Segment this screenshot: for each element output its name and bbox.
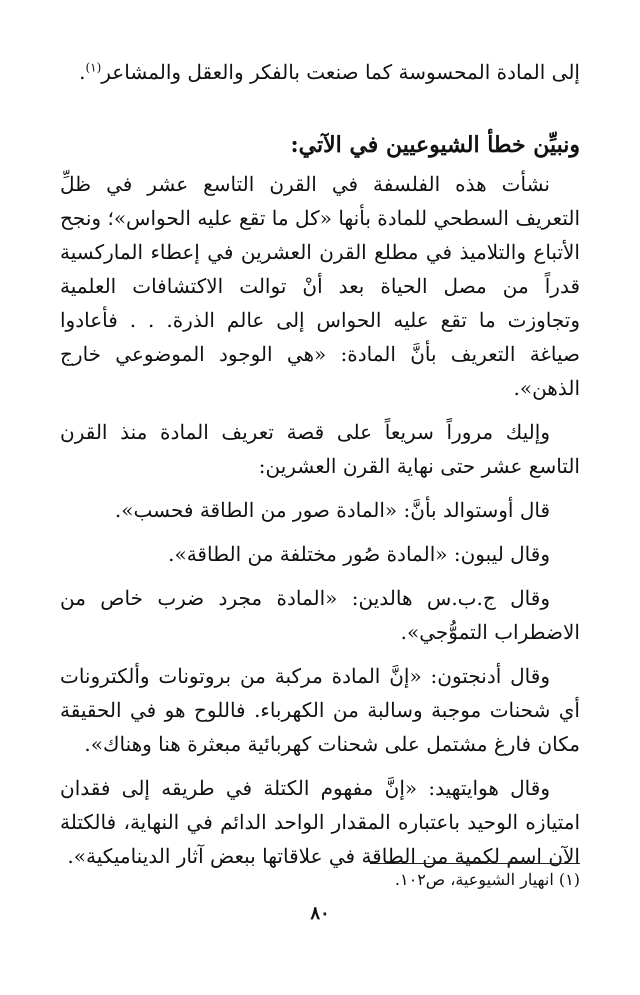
section-heading: ونبيِّن خطأ الشيوعيين في الآتي: <box>290 132 580 158</box>
opening-line-text: إلى المادة المحسوسة كما صنعت بالفكر والعقل والمشاعر <box>101 60 580 84</box>
paragraph-1: نشأت هذه الفلسفة في القرن التاسع عشر في ظلِّ التعريف السطحي للمادة بأنها «كل ما تقع عليه الحواس»؛ ونجح الأتباع والتلاميذ في مطلع القرن العشرين في إعطاء الماركسية قدراً من مصل الحياة بعد أنْ توالت الاكتشافات العلمية وتجاوزت ما تقع عليه الحواس إلى عالم الذرة. . . فأعادوا صياغة التعريف بأنَّ المادة: «هي الوجود الموضوعي خارج الذهن». <box>60 172 580 400</box>
footnote-marker: (١) <box>85 60 102 75</box>
quote-ostwald: قال أوستوالد بأنَّ: «المادة صور من الطاقة فحسب». <box>114 498 550 522</box>
quote-eddington: وقال أدنجتون: «إنَّ المادة مركبة من بروتونات وألكترونات أي شحنات موجبة وسالبة من الكهرباء. فاللوح هو في الحقيقة مكان فارغ مشتمل على شحنات كهربائية مبعثرة هنا وهناك». <box>60 664 580 756</box>
page-body <box>60 55 580 883</box>
paragraph-2: وإليك مروراً سريعاً على قصة تعريف المادة منذ القرن التاسع عشر حتى نهاية القرن العشرين: <box>60 420 580 478</box>
quote-haldane: وقال ج.ب.س هالدين: «المادة مجرد ضرب خاص من الاضطراب التموُّجي». <box>60 586 580 644</box>
footnote-divider <box>370 863 580 864</box>
page-number: ٨٠ <box>310 903 330 924</box>
opening-line: إلى المادة المحسوسة كما صنعت بالفكر والعقل والمشاعر$^{(١)}$. <box>79 60 580 84</box>
quote-whitehead: وقال هوايتهيد: «إنَّ مفهوم الكتلة في طريقه إلى فقدان امتيازه الوحيد باعتباره المقدار الواحد الدائم في النهاية، فالكتلة الآن اسم لكمية من الطاقة في علاقاتها ببعض آثار الديناميكية». <box>60 776 580 868</box>
quote-lebon: وقال ليبون: «المادة صُور مختلفة من الطاقة». <box>168 542 550 566</box>
footnote: (١) انهيار الشيوعية، ص١٠٢. <box>394 870 580 889</box>
